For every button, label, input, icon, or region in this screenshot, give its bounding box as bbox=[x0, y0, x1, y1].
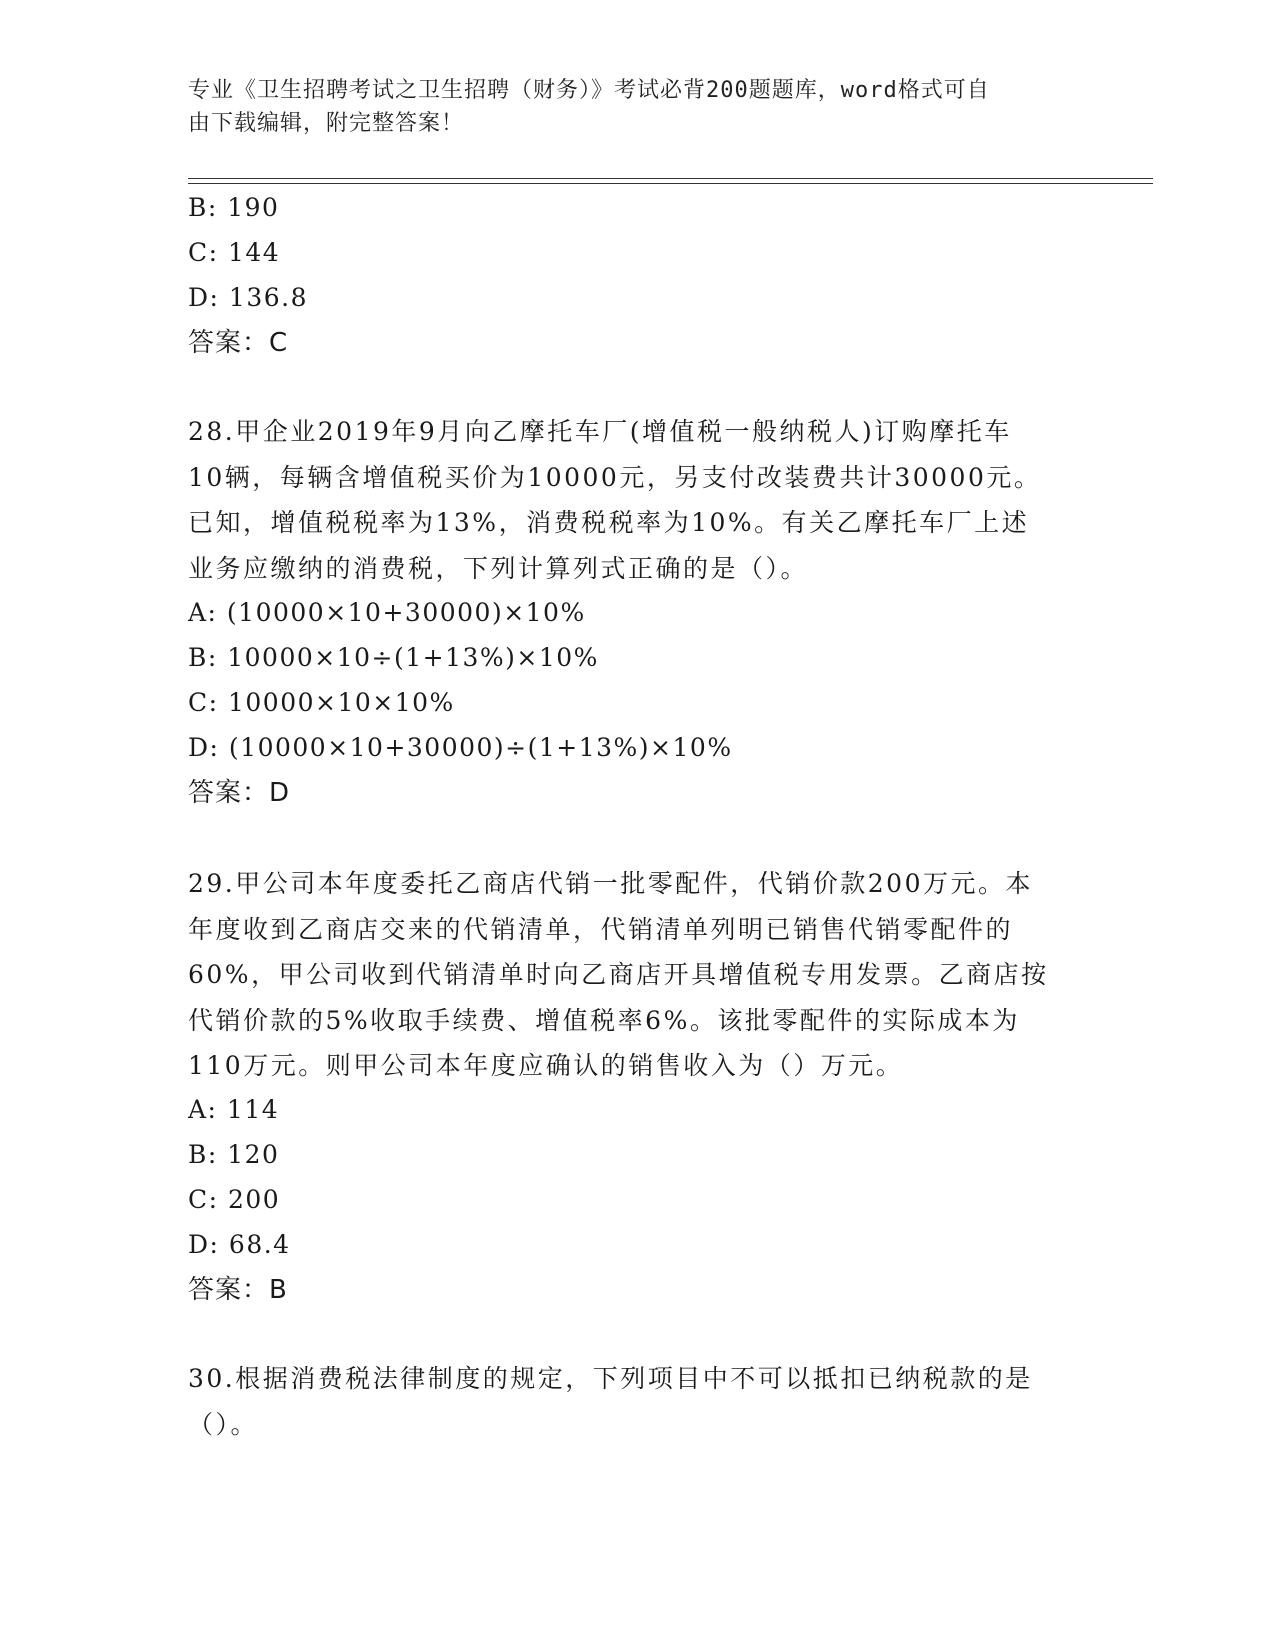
header-line-1: 专业《卫生招聘考试之卫生招聘（财务）》考试必背200题题库，word格式可自 bbox=[188, 78, 990, 103]
document-header bbox=[188, 74, 1068, 140]
q28-stem-line: 28.甲企业2019年9月向乙摩托车厂(增值税一般纳税人)订购摩托车 bbox=[188, 417, 1012, 446]
q27-answer: 答案：C bbox=[188, 328, 289, 358]
q29-stem-line: 60%，甲公司收到代销清单时向乙商店开具增值税专用发票。乙商店按 bbox=[188, 960, 1049, 989]
q29-stem-line: 29.甲公司本年度委托乙商店代销一批零配件，代销价款200万元。本 bbox=[188, 869, 1033, 898]
q28-option-d: D: (10000×10+30000)÷(1+13%)×10% bbox=[188, 733, 733, 762]
q27-option-b: B: 190 bbox=[188, 193, 280, 222]
q28-option-a: A: (10000×10+30000)×10% bbox=[188, 598, 586, 627]
q29-answer: 答案：B bbox=[188, 1275, 288, 1305]
q29-option-a: A: 114 bbox=[188, 1095, 280, 1124]
q29-stem bbox=[188, 861, 1088, 1089]
q28-stem-line: 业务应缴纳的消费税，下列计算列式正确的是（）。 bbox=[188, 553, 809, 583]
q27-option-d: D: 136.8 bbox=[188, 283, 308, 312]
header-divider-top bbox=[188, 178, 1153, 179]
q28-option-c: C: 10000×10×10% bbox=[188, 688, 455, 717]
q29-option-d: D: 68.4 bbox=[188, 1230, 291, 1259]
q27-option-c: C: 144 bbox=[188, 238, 281, 267]
q28-stem-line: 10辆，每辆含增值税买价为10000元，另支付改装费共计30000元。 bbox=[188, 462, 1042, 492]
header-line-2: 由下载编辑，附完整答案！ bbox=[188, 111, 465, 136]
q28-answer: 答案：D bbox=[188, 778, 291, 808]
q29-stem-line: 年度收到乙商店交来的代销清单，代销清单列明已销售代销零配件的 bbox=[188, 914, 1014, 944]
q29-stem-line: 110万元。则甲公司本年度应确认的销售收入为（）万元。 bbox=[188, 1051, 904, 1080]
q30-stem-line: （）。 bbox=[188, 1409, 259, 1439]
q28-stem bbox=[188, 409, 1088, 591]
q30-stem bbox=[188, 1356, 1088, 1447]
q28-stem-line: 已知，增值税税率为13%，消费税税率为10%。有关乙摩托车厂上述 bbox=[188, 508, 1030, 537]
header-divider-bottom bbox=[188, 183, 1153, 184]
q29-option-c: C: 200 bbox=[188, 1185, 281, 1214]
q29-option-b: B: 120 bbox=[188, 1140, 280, 1169]
q30-stem-line: 30.根据消费税法律制度的规定，下列项目中不可以抵扣已纳税款的是 bbox=[188, 1364, 1033, 1393]
q28-option-b: B: 10000×10÷(1+13%)×10% bbox=[188, 643, 599, 672]
q29-stem-line: 代销价款的5%收取手续费、增值税率6%。该批零配件的实际成本为 bbox=[188, 1005, 1020, 1035]
